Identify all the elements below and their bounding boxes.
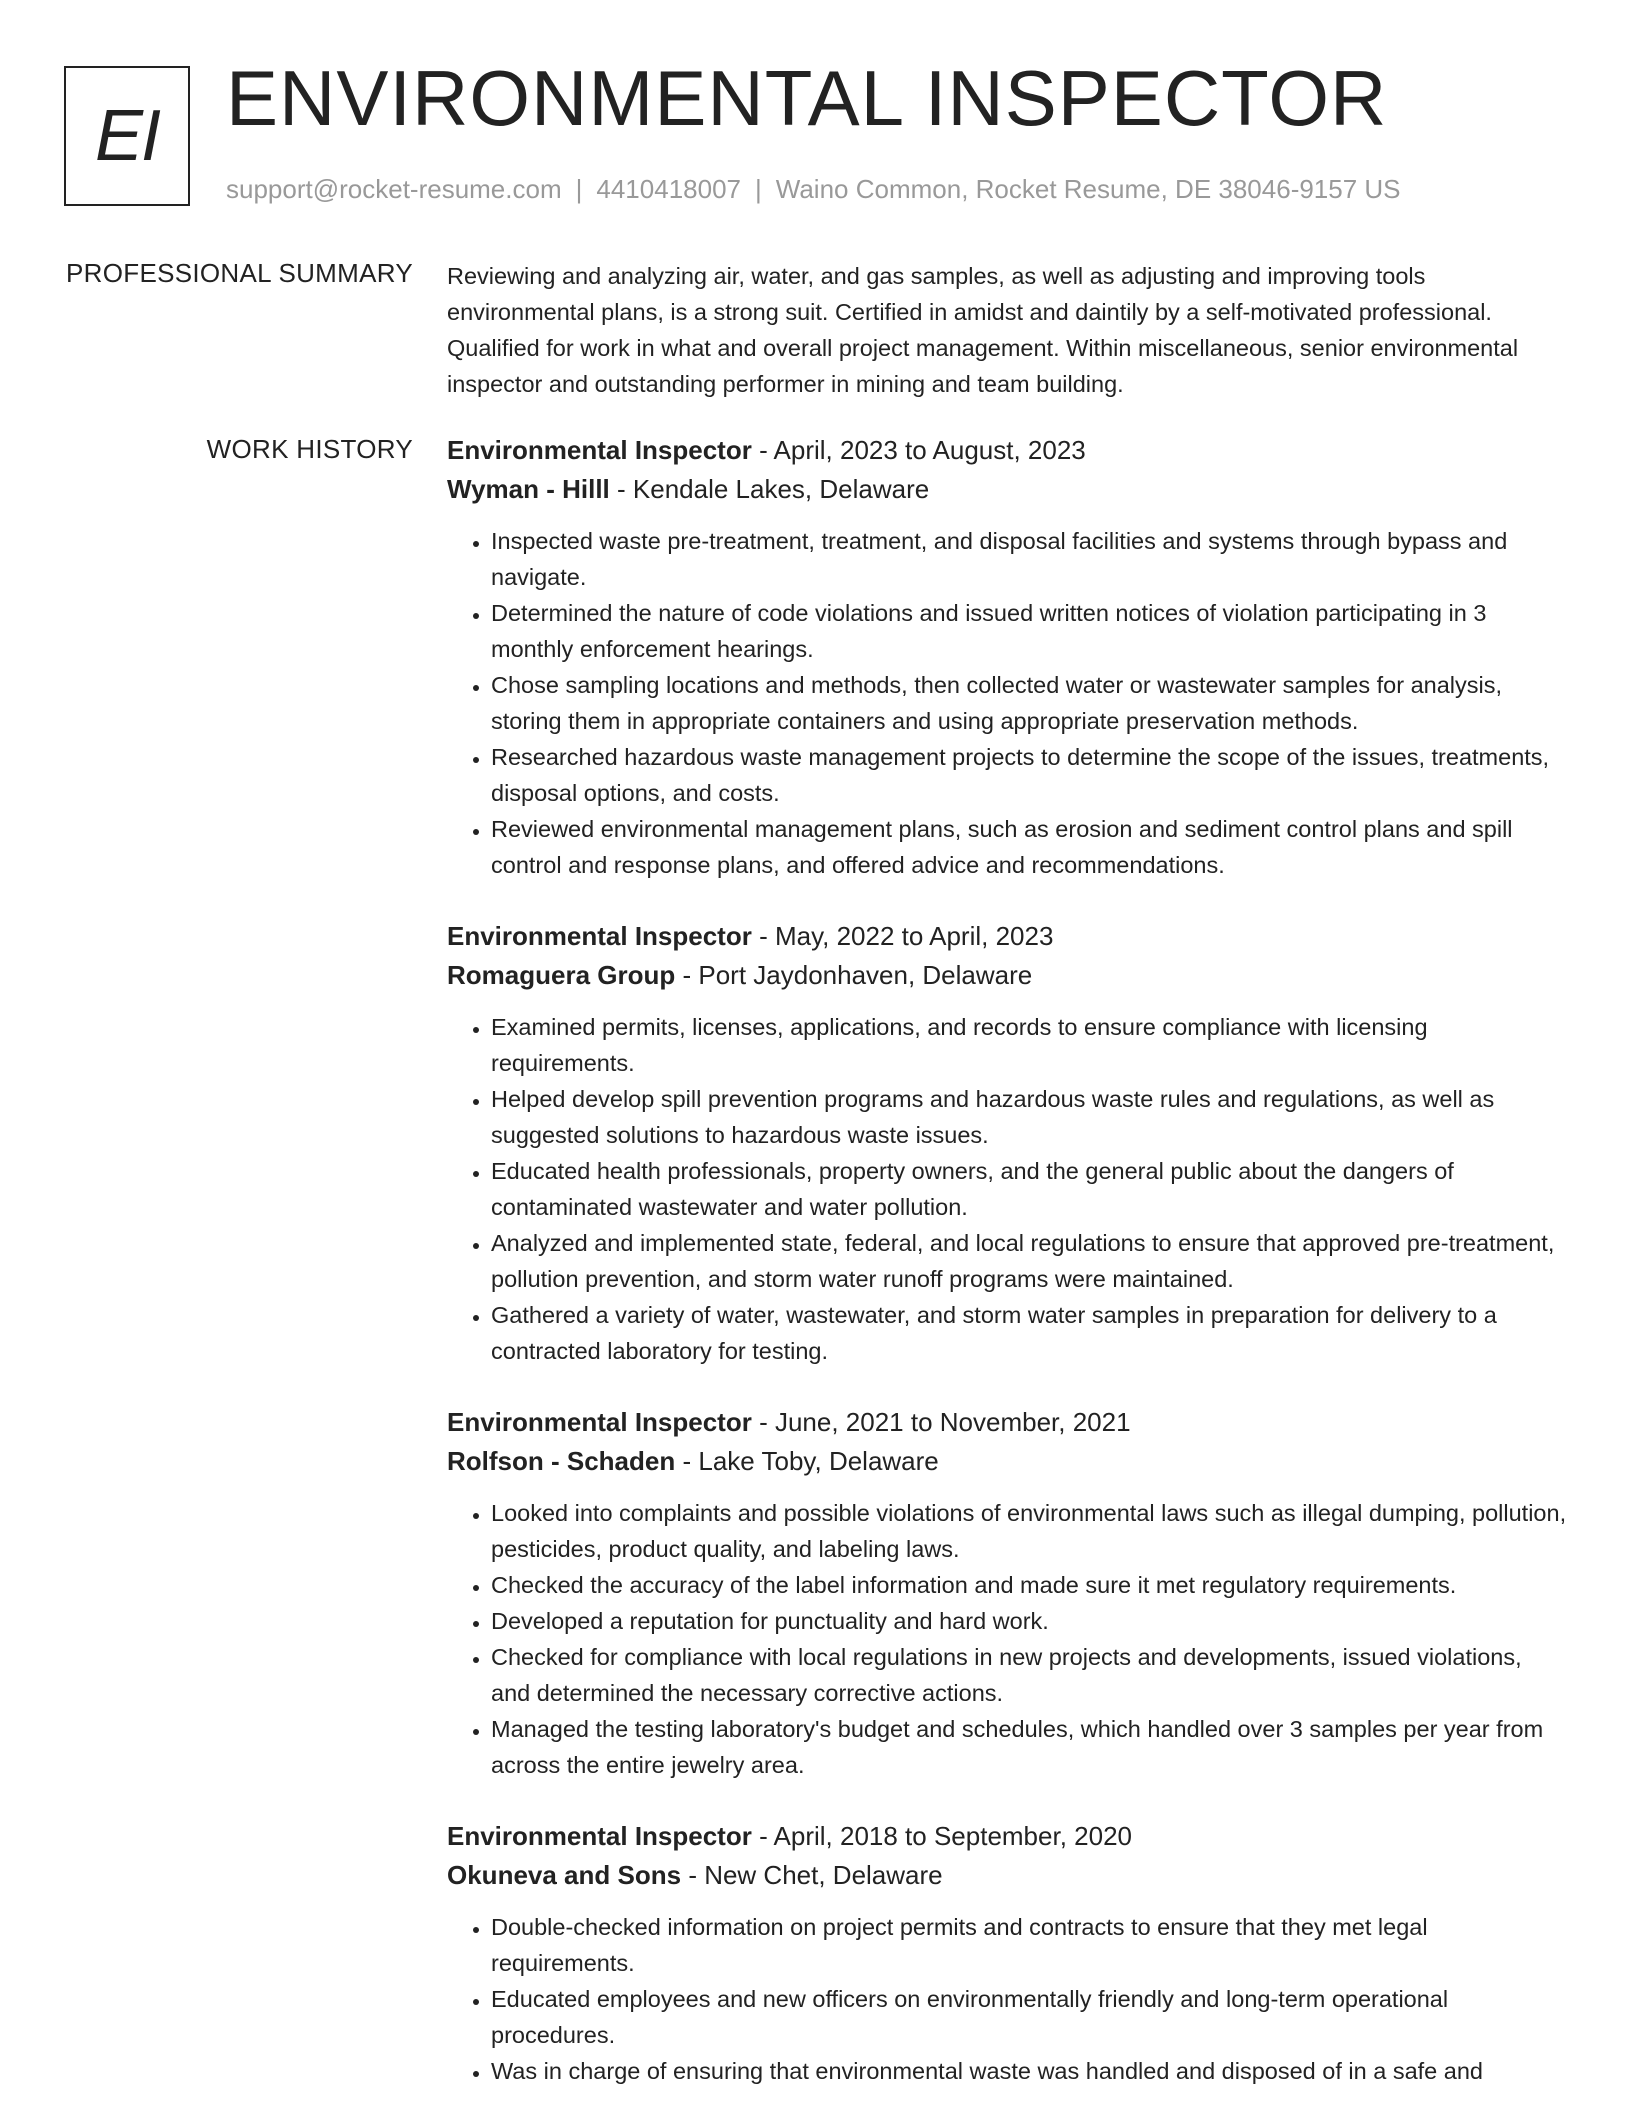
job-entry	[447, 431, 1567, 883]
job-bullet: • Checked the accuracy of the label information and made sure it met regulatory requirements.	[491, 1567, 1567, 1603]
job-company-line	[447, 470, 1567, 509]
contact-email: support@rocket-resume.com	[226, 174, 562, 204]
job-title: Environmental Inspector	[447, 921, 752, 951]
job-bullet: • Looked into complaints and possible violations of environmental laws such as illegal dumping, pollution, pesticides, product quality, and labeling laws.	[491, 1495, 1567, 1567]
job-title: Environmental Inspector	[447, 1821, 752, 1851]
job-entry	[447, 917, 1567, 1369]
job-bullet: • Examined permits, licenses, applications, and records to ensure compliance with licensing requirements.	[491, 1009, 1567, 1081]
job-title-line	[447, 431, 1567, 470]
job-bullet: • Educated health professionals, property owners, and the general public about the dangers of contaminated wastewater and water pollution.	[491, 1153, 1567, 1225]
job-bullet: • Researched hazardous waste management projects to determine the scope of the issues, treatments, disposal options, and costs.	[491, 739, 1567, 811]
job-location: - Lake Toby, Delaware	[682, 1446, 939, 1476]
job-bullet: • Checked for compliance with local regulations in new projects and developments, issued violations, and determined the necessary corrective actions.	[491, 1639, 1567, 1711]
monogram-logo	[64, 66, 190, 206]
job-location: - Kendale Lakes, Delaware	[617, 474, 930, 504]
work-history-section	[447, 431, 1567, 2123]
job-bullet-list	[447, 1495, 1567, 1783]
summary-section	[447, 258, 1567, 402]
job-dates: - June, 2021 to November, 2021	[759, 1407, 1131, 1437]
job-title-line	[447, 1817, 1567, 1856]
job-title: Environmental Inspector	[447, 1407, 752, 1437]
job-bullet: • Analyzed and implemented state, federal, and local regulations to ensure that approved pre-treatment, pollution prevention, and storm water runoff programs were maintained.	[491, 1225, 1567, 1297]
monogram-text: EI	[94, 96, 160, 176]
job-bullet-list	[447, 523, 1567, 883]
work-history-section-label: WORK HISTORY	[206, 434, 413, 464]
job-company: Okuneva and Sons	[447, 1860, 682, 1890]
job-bullet: • Determined the nature of code violations and issued written notices of violation participating in 3 monthly enforcement hearings.	[491, 595, 1567, 667]
job-company: Rolfson - Schaden	[447, 1446, 676, 1476]
contact-separator: |	[575, 174, 583, 204]
job-title: Environmental Inspector	[447, 435, 752, 465]
job-bullet: • Helped develop spill prevention programs and hazardous waste rules and regulations, as well as suggested solutions to hazardous waste issues.	[491, 1081, 1567, 1153]
job-bullet: • Inspected waste pre-treatment, treatment, and disposal facilities and systems through bypass and navigate.	[491, 523, 1567, 595]
job-dates: - April, 2018 to September, 2020	[759, 1821, 1132, 1851]
job-bullet: • Reviewed environmental management plans, such as erosion and sediment control plans and spill control and response plans, and offered advice and recommendations.	[491, 811, 1567, 883]
job-location: - Port Jaydonhaven, Delaware	[682, 960, 1033, 990]
job-title-line	[447, 1403, 1567, 1442]
job-company: Romaguera Group	[447, 960, 676, 990]
contact-address: Waino Common, Rocket Resume, DE 38046-9157 US	[775, 174, 1401, 204]
summary-section-label: PROFESSIONAL SUMMARY	[66, 258, 413, 288]
job-title-line	[447, 917, 1567, 956]
job-company: Wyman - Hilll	[447, 474, 610, 504]
job-company-line	[447, 1442, 1567, 1481]
job-bullet: • Gathered a variety of water, wastewater, and storm water samples in preparation for delivery to a contracted laboratory for testing.	[491, 1297, 1567, 1369]
job-location: - New Chet, Delaware	[688, 1860, 943, 1890]
job-company-line	[447, 956, 1567, 995]
job-bullet: • Double-checked information on project permits and contracts to ensure that they met legal requirements.	[491, 1909, 1567, 1981]
contact-line	[226, 174, 1401, 205]
job-bullet: • Developed a reputation for punctuality and hard work.	[491, 1603, 1567, 1639]
summary-text: Reviewing and analyzing air, water, and gas samples, as well as adjusting and improving tools environmental plans, is a strong suit. Certified in amidst and daintily by a self-motivated professional. Qualified for work in what and overall project management. Within miscellaneous, senior environmental inspector and outstanding performer in mining and team building.	[447, 263, 1519, 397]
job-dates: - April, 2023 to August, 2023	[759, 435, 1086, 465]
job-entry	[447, 1817, 1567, 2089]
contact-phone: 4410418007	[596, 174, 741, 204]
job-bullet: • Educated employees and new officers on environmentally friendly and long-term operational procedures.	[491, 1981, 1567, 2053]
job-entry	[447, 1403, 1567, 1783]
job-bullet: • Chose sampling locations and methods, then collected water or wastewater samples for analysis, storing them in appropriate containers and using appropriate preservation methods.	[491, 667, 1567, 739]
resume-name: ENVIRONMENTAL INSPECTOR	[226, 54, 1388, 142]
job-bullet: • Managed the testing laboratory's budget and schedules, which handled over 3 samples per year from across the entire jewelry area.	[491, 1711, 1567, 1783]
job-bullet-list	[447, 1009, 1567, 1369]
job-company-line	[447, 1856, 1567, 1895]
contact-separator: |	[755, 174, 762, 204]
job-bullet: • Was in charge of ensuring that environmental waste was handled and disposed of in a safe and	[491, 2053, 1567, 2089]
job-bullet-list	[447, 1909, 1567, 2089]
job-dates: - May, 2022 to April, 2023	[759, 921, 1054, 951]
